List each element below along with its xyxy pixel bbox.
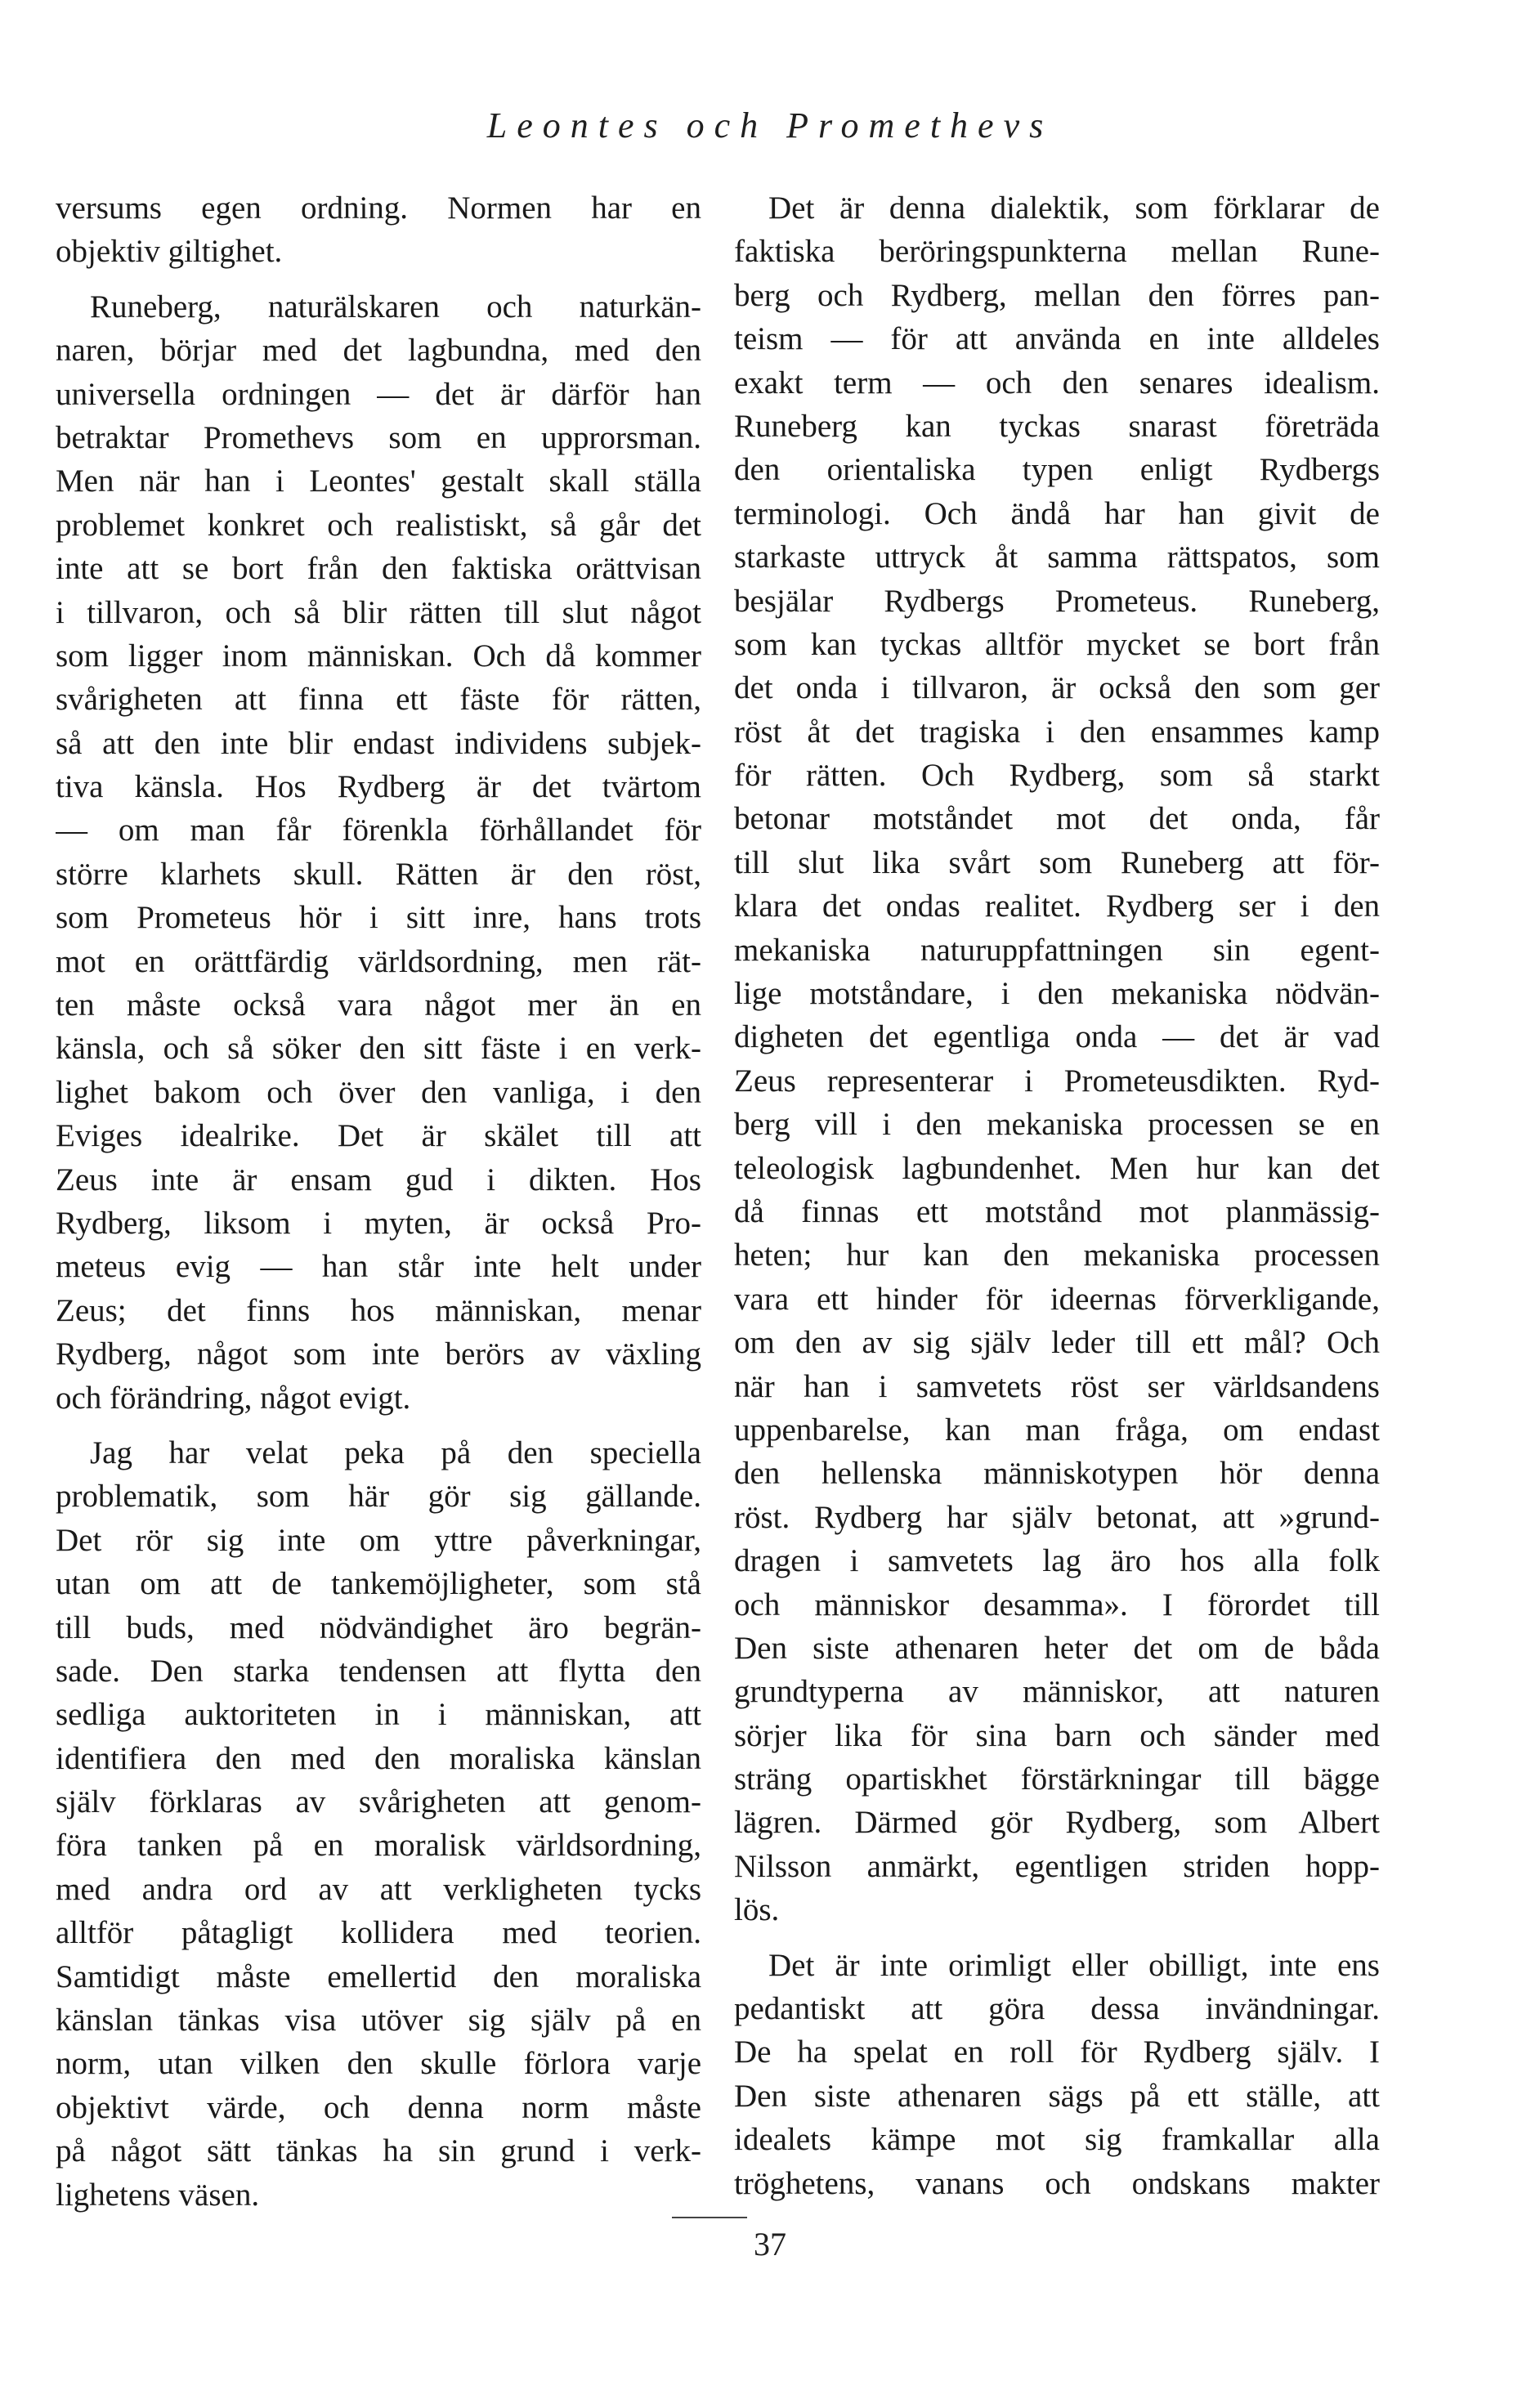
text-line: objektiv giltighet. xyxy=(56,234,283,270)
text-line: känsla, och så söker den sitt fäste i en verk- xyxy=(56,1031,701,1067)
text-line: röst åt det tragiska i den ensammes kamp xyxy=(734,714,1380,750)
text-line: lighet bakom och över den vanliga, i den xyxy=(56,1074,701,1110)
text-line: lägren. Därmed gör Rydberg, som Albert xyxy=(734,1805,1380,1841)
text-line: klara det ondas realitet. Rydberg ser i den xyxy=(734,888,1380,924)
text-line: som Prometeus hör i sitt inre, hans trots xyxy=(56,900,701,936)
text-line: identifiera den med den moraliska känslan xyxy=(56,1740,701,1776)
text-line: Jag har velat peka på den speciella xyxy=(90,1434,701,1470)
text-line: då finnas ett motstånd mot planmässig- xyxy=(734,1193,1380,1229)
text-line: berg och Rydberg, mellan den förres pan- xyxy=(734,277,1380,313)
paragraph-gap xyxy=(56,274,701,285)
text-line: tröghetens, vanans och ondskans makter xyxy=(734,2165,1380,2201)
text-line: så att den inte blir endast individens subjek- xyxy=(56,725,701,761)
text-line: Zeus; det finns hos människan, menar xyxy=(56,1292,701,1328)
text-line: och människor desamma». I förordet till xyxy=(734,1587,1380,1622)
text-line: Rydberg, liksom i myten, är också Pro- xyxy=(56,1205,701,1241)
text-line: alltför påtagligt kollidera med teorien. xyxy=(56,1915,701,1951)
text-line: heten; hur kan den mekaniska processen xyxy=(734,1237,1380,1273)
text-line: terminologi. Och ändå har han givit de xyxy=(734,495,1380,531)
page-number: 37 xyxy=(754,2226,786,2262)
text-line: för rätten. Och Rydberg, som så starkt xyxy=(734,758,1380,794)
text-line: röst. Rydberg har själv betonat, att »grund- xyxy=(734,1499,1380,1535)
text-line: mot en orättfärdig världsordning, men rät- xyxy=(56,943,701,979)
text-line: lös. xyxy=(734,1892,780,1928)
text-line: till slut lika svårt som Runeberg att för- xyxy=(734,844,1380,880)
paragraph-gap xyxy=(56,1420,701,1431)
text-line: utan om att de tankemöjligheter, som stå xyxy=(56,1566,701,1602)
text-line: — om man får förenkla förhållandet för xyxy=(56,812,701,848)
paragraph-gap xyxy=(734,1932,1380,1944)
text-line: versums egen ordning. Normen har en xyxy=(56,190,701,226)
text-line: problematik, som här gör sig gällande. xyxy=(56,1479,701,1515)
text-line: exakt term — och den senares idealism. xyxy=(734,365,1380,401)
text-line: som kan tyckas alltför mycket se bort från xyxy=(734,626,1380,662)
text-line: betonar motståndet mot det onda, får xyxy=(734,801,1380,837)
text-line: Samtidigt måste emellertid den moraliska xyxy=(56,1958,701,1994)
text-line: till buds, med nödvändighet äro begrän- xyxy=(56,1609,701,1645)
text-line: uppenbarelse, kan man fråga, om endast xyxy=(734,1412,1380,1448)
text-line: Zeus inte är ensam gud i dikten. Hos xyxy=(56,1161,701,1197)
text-line: teism — för att använda en inte alldeles xyxy=(734,321,1380,357)
text-line: den hellenska människotypen hör denna xyxy=(734,1456,1380,1492)
text-line: teleologisk lagbundenhet. Men hur kan det xyxy=(734,1150,1380,1186)
text-line: och förändring, något evigt. xyxy=(56,1380,411,1416)
text-line: i tillvaron, och så blir rätten till slut något xyxy=(56,594,701,630)
text-line: Den siste athenaren heter det om de båda xyxy=(734,1630,1380,1666)
text-line: Men när han i Leontes' gestalt skall ställa xyxy=(56,463,701,499)
text-line: föra tanken på en moralisk världsordning, xyxy=(56,1828,701,1864)
text-line: Runeberg kan tyckas snarast företräda xyxy=(734,408,1380,444)
text-line: berg vill i den mekaniska processen se en xyxy=(734,1107,1380,1143)
text-line: svårigheten att finna ett fäste för rätten, xyxy=(56,682,701,718)
text-line: med andra ord av att verkligheten tycks xyxy=(56,1871,701,1907)
text-line: norm, utan vilken den skulle förlora varje xyxy=(56,2046,701,2082)
running-head: Leontes och Promethevs xyxy=(486,105,1054,145)
text-line: Det är denna dialektik, som förklarar de xyxy=(768,190,1380,226)
text-line: själv förklaras av svårigheten att genom- xyxy=(56,1784,701,1820)
text-line: sörjer lika för sina barn och sänder med xyxy=(734,1717,1380,1753)
text-line: lighetens väsen. xyxy=(56,2177,260,2213)
text-line: den orientaliska typen enligt Rydbergs xyxy=(734,452,1380,488)
text-line: på något sätt tänkas ha sin grund i verk- xyxy=(56,2133,701,2169)
text-line: Det rör sig inte om yttre påverkningar, xyxy=(56,1522,701,1558)
text-line: det onda i tillvaron, är också den som ger xyxy=(734,670,1380,706)
text-line: Runeberg, naturälskaren och naturkän- xyxy=(90,289,701,324)
text-line: Den siste athenaren sägs på ett ställe, att xyxy=(734,2078,1380,2114)
text-line: ten måste också vara något mer än en xyxy=(56,987,701,1023)
text-line: vara ett hinder för ideernas förverkligande, xyxy=(734,1281,1380,1317)
text-line: känslan tänkas visa utöver sig själv på en xyxy=(56,2003,701,2039)
left-column xyxy=(56,186,701,2217)
folio-rule xyxy=(672,2217,747,2218)
text-line: idealets kämpe mot sig framkallar alla xyxy=(734,2122,1380,2158)
text-line: när han i samvetets röst ser världsandens xyxy=(734,1368,1380,1404)
text-line: Det är inte orimligt eller obilligt, inte ens xyxy=(768,1947,1380,1983)
text-line: sträng opartiskhet förstärkningar till bägge xyxy=(734,1761,1380,1797)
text-line: som ligger inom människan. Och då kommer xyxy=(56,638,701,674)
text-line: inte att se bort från den faktiska orättvisan xyxy=(56,551,701,587)
text-line: sade. Den starka tendensen att flytta den xyxy=(56,1653,701,1689)
text-line: mekaniska naturuppfattningen sin egent- xyxy=(734,932,1380,968)
text-line: sedliga auktoriteten in i människan, att xyxy=(56,1697,701,1733)
text-line: tiva känsla. Hos Rydberg är det tvärtom xyxy=(56,769,701,805)
text-line: digheten det egentliga onda — det är vad xyxy=(734,1019,1380,1055)
text-line: starkaste uttryck åt samma rättspatos, som xyxy=(734,539,1380,575)
text-line: om den av sig själv leder till ett mål? Och xyxy=(734,1325,1380,1361)
text-line: grundtyperna av människor, att naturen xyxy=(734,1674,1380,1710)
text-line: pedantiskt att göra dessa invändningar. xyxy=(734,1991,1380,2027)
text-line: Nilsson anmärkt, egentligen striden hopp- xyxy=(734,1848,1380,1884)
text-line: betraktar Promethevs som en upprorsman. xyxy=(56,419,701,455)
text-line: större klarhets skull. Rätten är den röst, xyxy=(56,856,701,892)
text-line: naren, börjar med det lagbundna, med den xyxy=(56,333,701,369)
text-line: meteus evig — han står inte helt under xyxy=(56,1249,701,1285)
text-line: Zeus representerar i Prometeusdikten. Ryd- xyxy=(734,1063,1380,1099)
text-line: dragen i samvetets lag äro hos alla folk xyxy=(734,1543,1380,1579)
right-column xyxy=(734,186,1380,2205)
text-line: problemet konkret och realistiskt, så går det xyxy=(56,507,701,543)
text-line: faktiska beröringspunkterna mellan Rune- xyxy=(734,234,1380,270)
text-line: lige motståndare, i den mekaniska nödvän- xyxy=(734,976,1380,1012)
text-line: De ha spelat en roll för Rydberg själv. I xyxy=(734,2034,1380,2070)
text-line: universella ordningen — det är därför han xyxy=(56,376,701,412)
text-line: Eviges idealrike. Det är skälet till att xyxy=(56,1118,701,1154)
text-line: objektivt värde, och denna norm måste xyxy=(56,2089,701,2125)
text-line: besjälar Rydbergs Prometeus. Runeberg, xyxy=(734,583,1380,619)
text-line: Rydberg, något som inte berörs av växling xyxy=(56,1336,701,1372)
